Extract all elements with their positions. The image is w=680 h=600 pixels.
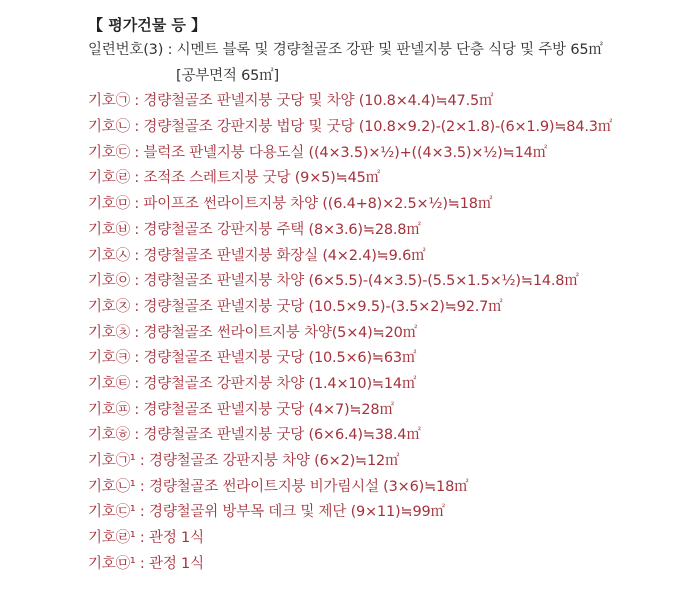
building-item: 기호㉡ : 경량철골조 강판지붕 법당 및 굿당 (10.8×9.2)-(2×1.8)-(6×1.9)≒84.3㎡ [88, 119, 613, 136]
building-item: 기호㉤¹ : 관정 1식 [88, 555, 204, 572]
serial-number-line: 일련번호(3) : 시멘트 블록 및 경량철골조 강판 및 판넬지붕 단층 식당 및 주방 65㎡ [88, 42, 603, 58]
building-item: 기호㉡¹ : 경량철골조 썬라이트지붕 비가림시설 (3×6)≒18㎡ [88, 478, 469, 495]
building-item: 기호㉢¹ : 경량철골위 방부목 데크 및 제단 (9×11)≒99㎡ [88, 504, 445, 521]
building-item: 기호㉪ : 경량철골조 판넬지붕 굿당 (10.5×6)≒63㎡ [88, 350, 417, 367]
building-item: 기호㉫ : 경량철골조 강판지붕 차양 (1.4×10)≒14㎡ [88, 375, 417, 392]
building-item: 기호㉨ : 경량철골조 판넬지붕 굿당 (10.5×9.5)-(3.5×2)≒92.7㎡ [88, 298, 503, 315]
building-item: 기호㉠¹ : 경량철골조 강판지붕 차양 (6×2)≒12㎡ [88, 453, 400, 469]
building-item: 기호㉬ : 경량철골조 판넬지붕 굿당 (4×7)≒28㎡ [88, 401, 394, 418]
building-item: 기호㉣ : 조적조 스레트지붕 굿당 (9×5)≒45㎡ [88, 170, 380, 187]
building-item: 기호㉥ : 경량철골조 강판지붕 주택 (8×3.6)≒28.8㎡ [88, 221, 421, 238]
building-item: 기호㉠ : 경량철골조 판넬지붕 굿당 및 차양 (10.8×4.4)≒47.5㎡ [88, 93, 494, 110]
building-item: 기호㉩ : 경량철골조 썬라이트지붕 차양(5×4)≒20㎡ [88, 324, 417, 341]
registered-area: [공부면적 65㎡] [176, 67, 279, 84]
building-item-list [88, 89, 668, 577]
appraisal-document [88, 12, 668, 577]
building-item: 기호㉭ : 경량철골조 판넬지붕 굿당 (6×6.4)≒38.4㎡ [88, 427, 421, 444]
building-item: 기호㉢ : 블럭조 판넬지붕 다용도실 ((4×3.5)×½)+((4×3.5)×½)≒14㎡ [88, 144, 547, 161]
building-item: 기호㉧ : 경량철골조 판넬지붕 차양 (6×5.5)-(4×3.5)-(5.5×1.5×½)≒14.8㎡ [88, 273, 579, 290]
building-item: 기호㉦ : 경량철골조 판넬지붕 화장실 (4×2.4)≒9.6㎡ [88, 247, 426, 264]
building-item: 기호㉣¹ : 관정 1식 [88, 530, 204, 547]
section-title: 【 평가건물 등 】 [88, 16, 207, 34]
building-item: 기호㉤ : 파이프조 썬라이트지붕 차양 ((6.4+8)×2.5×½)≒18㎡ [88, 196, 493, 213]
